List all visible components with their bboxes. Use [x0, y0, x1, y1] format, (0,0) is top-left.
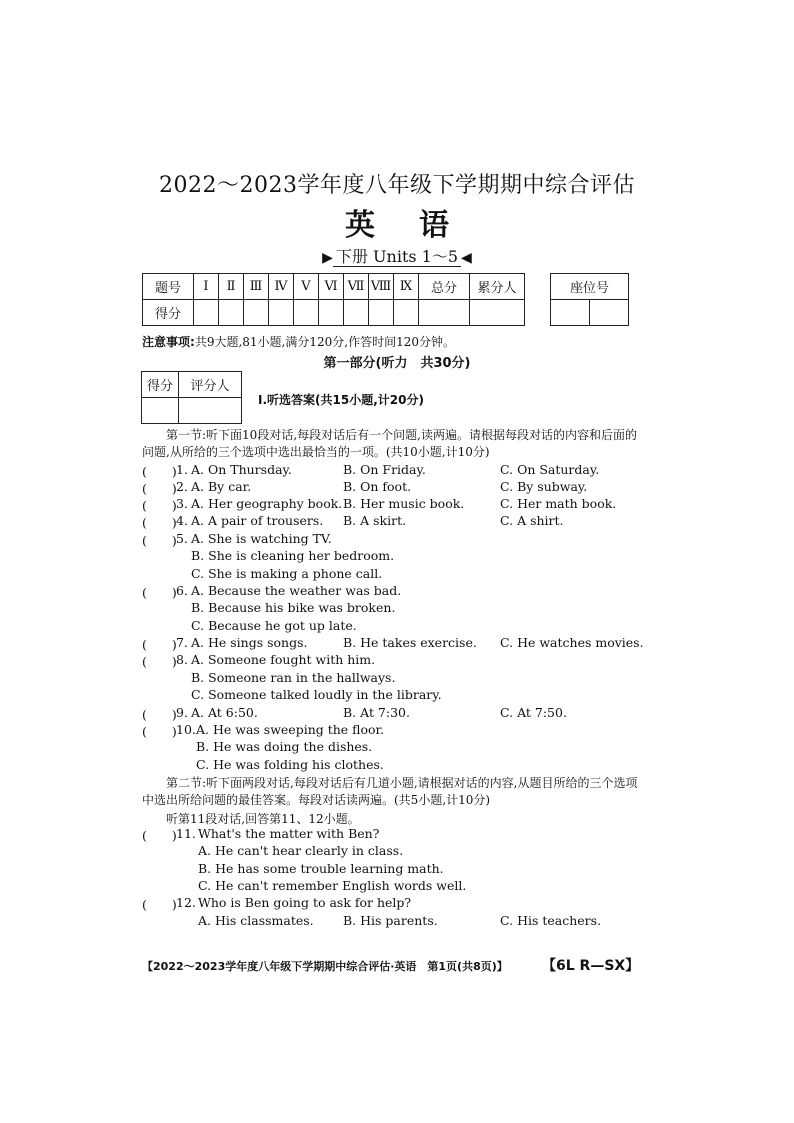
- notice-label: 注意事项:: [142, 335, 195, 349]
- option-c: C. Her math book.: [500, 496, 617, 511]
- seat-number-cell[interactable]: [590, 300, 629, 326]
- option-b: B. Someone ran in the hallways.: [191, 670, 396, 685]
- score-col: Ⅸ: [394, 274, 419, 300]
- grader-name-cell[interactable]: [179, 398, 242, 424]
- score-col: Ⅵ: [319, 274, 344, 300]
- answer-blank[interactable]: ( ): [142, 481, 177, 496]
- option-c: C. Because he got up late.: [191, 618, 357, 633]
- option-b: B. He has some trouble learning math.: [198, 861, 444, 876]
- score-col: Ⅷ: [369, 274, 394, 300]
- answer-blank[interactable]: ( ): [142, 515, 177, 530]
- option-c: C. At 7:50.: [500, 705, 567, 720]
- page-footer: 【2022～2023学年度八年级下学期期中综合评估·英语 第1页(共8页)】: [142, 960, 508, 973]
- part1-title: 第一部分(听力 共30分): [323, 356, 471, 371]
- score-col: 累分人: [470, 274, 525, 300]
- grader-score-cell[interactable]: [142, 398, 179, 424]
- answer-blank[interactable]: ( ): [142, 828, 177, 843]
- question-number: 9.: [176, 705, 188, 720]
- option-a: A. He sings songs.: [191, 635, 308, 650]
- dialog-note: 听第11段对话,回答第11、12小题。: [166, 812, 360, 826]
- question-number: 3.: [176, 496, 188, 511]
- option-c: C. He can't remember English words well.: [198, 878, 467, 893]
- answer-blank[interactable]: ( ): [142, 724, 177, 739]
- option-b: B. A skirt.: [343, 513, 407, 528]
- question-text: Who is Ben going to ask for help?: [198, 895, 412, 910]
- question-text: What's the matter with Ben?: [198, 826, 380, 841]
- option-b: B. Because his bike was broken.: [191, 600, 396, 615]
- question-number: 1.: [176, 462, 188, 477]
- grader-name-label: 评分人: [179, 372, 242, 398]
- score-cell[interactable]: [194, 300, 219, 326]
- option-b: B. At 7:30.: [343, 705, 410, 720]
- score-table-row-label: 得分: [143, 300, 194, 326]
- option-c: C. He watches movies.: [500, 635, 644, 650]
- notice-text: 共9大题,81小题,满分120分,作答时间120分钟。: [194, 335, 455, 349]
- notice: [142, 333, 455, 350]
- option-a: A. Because the weather was bad.: [191, 583, 402, 598]
- grader-table: [141, 371, 242, 424]
- option-a: A. By car.: [191, 479, 252, 494]
- section1-instruction1: 第一节:听下面10段对话,每段对话后有一个问题,读两遍。请根据每段对话的内容和后面的问题,从所给的三个选项中选出最恰当的一项。(共10小题,计10分): [142, 428, 637, 459]
- exam-title: 2022～2023学年度八年级下学期期中综合评估: [159, 173, 635, 198]
- score-table: [142, 273, 525, 326]
- answer-blank[interactable]: ( ): [142, 533, 177, 548]
- score-cell[interactable]: [369, 300, 394, 326]
- score-cell[interactable]: [394, 300, 419, 326]
- option-a: A. Someone fought with him.: [191, 652, 376, 667]
- option-c: C. A shirt.: [500, 513, 564, 528]
- option-c: C. On Saturday.: [500, 462, 600, 477]
- option-c: C. His teachers.: [500, 913, 602, 928]
- score-cell[interactable]: [319, 300, 344, 326]
- option-a: A. He can't hear clearly in class.: [198, 843, 404, 858]
- score-cell[interactable]: [219, 300, 244, 326]
- section1-instruction2: 第二节:听下面两段对话,每段对话后有几道小题,请根据对话的内容,从题目所给的三个选项中选出所给问题的最佳答案。每段对话读两遍。(共5小题,计10分): [142, 776, 638, 807]
- option-b: B. On Friday.: [343, 462, 426, 477]
- subject-title: 英语: [345, 208, 493, 243]
- seat-number-label: 座位号: [551, 274, 629, 300]
- option-a: A. Her geography book.: [191, 496, 343, 511]
- option-c: C. By subway.: [500, 479, 588, 494]
- option-b: B. Her music book.: [343, 496, 465, 511]
- score-col: Ⅳ: [269, 274, 294, 300]
- option-b: B. His parents.: [343, 913, 438, 928]
- option-b: B. He was doing the dishes.: [196, 739, 373, 754]
- question-number: 10.: [176, 722, 196, 737]
- option-a: A. She is watching TV.: [191, 531, 332, 546]
- question-number: 5.: [176, 531, 188, 546]
- option-b: B. On foot.: [343, 479, 412, 494]
- answer-blank[interactable]: ( ): [142, 464, 177, 479]
- score-cell[interactable]: [294, 300, 319, 326]
- score-cell[interactable]: [470, 300, 525, 326]
- score-col: 总分: [419, 274, 470, 300]
- answer-blank[interactable]: ( ): [142, 585, 177, 600]
- score-cell[interactable]: [344, 300, 369, 326]
- option-b: B. She is cleaning her bedroom.: [191, 548, 395, 563]
- question-number: 12.: [176, 895, 196, 910]
- triangle-left-icon: ◀: [461, 250, 472, 266]
- option-a: A. His classmates.: [198, 913, 314, 928]
- score-cell[interactable]: [269, 300, 294, 326]
- score-table-row-label: 题号: [143, 274, 194, 300]
- question-number: 7.: [176, 635, 188, 650]
- option-a: A. On Thursday.: [191, 462, 292, 477]
- seat-number-table: [550, 273, 629, 326]
- score-cell[interactable]: [419, 300, 470, 326]
- question-number: 6.: [176, 583, 188, 598]
- answer-blank[interactable]: ( ): [142, 637, 177, 652]
- score-col: Ⅲ: [244, 274, 269, 300]
- score-col: Ⅰ: [194, 274, 219, 300]
- question-number: 4.: [176, 513, 188, 528]
- score-cell[interactable]: [244, 300, 269, 326]
- question-number: 11.: [176, 826, 196, 841]
- answer-blank[interactable]: ( ): [142, 707, 177, 722]
- option-c: C. She is making a phone call.: [191, 566, 383, 581]
- option-a: A. He was sweeping the floor.: [196, 722, 385, 737]
- question-number: 2.: [176, 479, 188, 494]
- option-b: B. He takes exercise.: [343, 635, 477, 650]
- triangle-right-icon: ▶: [322, 250, 333, 266]
- units-banner: [0, 244, 794, 267]
- answer-blank[interactable]: ( ): [142, 654, 177, 669]
- option-c: C. Someone talked loudly in the library.: [191, 687, 442, 702]
- score-col: Ⅶ: [344, 274, 369, 300]
- score-table-header-row: [143, 274, 525, 300]
- score-table-score-row: [143, 300, 525, 326]
- option-a: A. A pair of trousers.: [191, 513, 324, 528]
- units-text: 下册 Units 1～5: [333, 247, 461, 267]
- answer-blank[interactable]: ( ): [142, 897, 177, 912]
- grader-score-label: 得分: [142, 372, 179, 398]
- question-number: 8.: [176, 652, 188, 667]
- option-c: C. He was folding his clothes.: [196, 757, 384, 772]
- score-col: Ⅴ: [294, 274, 319, 300]
- exam-code: 【6L R—SX】: [542, 958, 640, 974]
- answer-blank[interactable]: ( ): [142, 498, 177, 513]
- score-col: Ⅱ: [219, 274, 244, 300]
- section1-title: Ⅰ.听选答案(共15小题,计20分): [258, 393, 424, 407]
- option-a: A. At 6:50.: [191, 705, 258, 720]
- seat-number-cell[interactable]: [551, 300, 590, 326]
